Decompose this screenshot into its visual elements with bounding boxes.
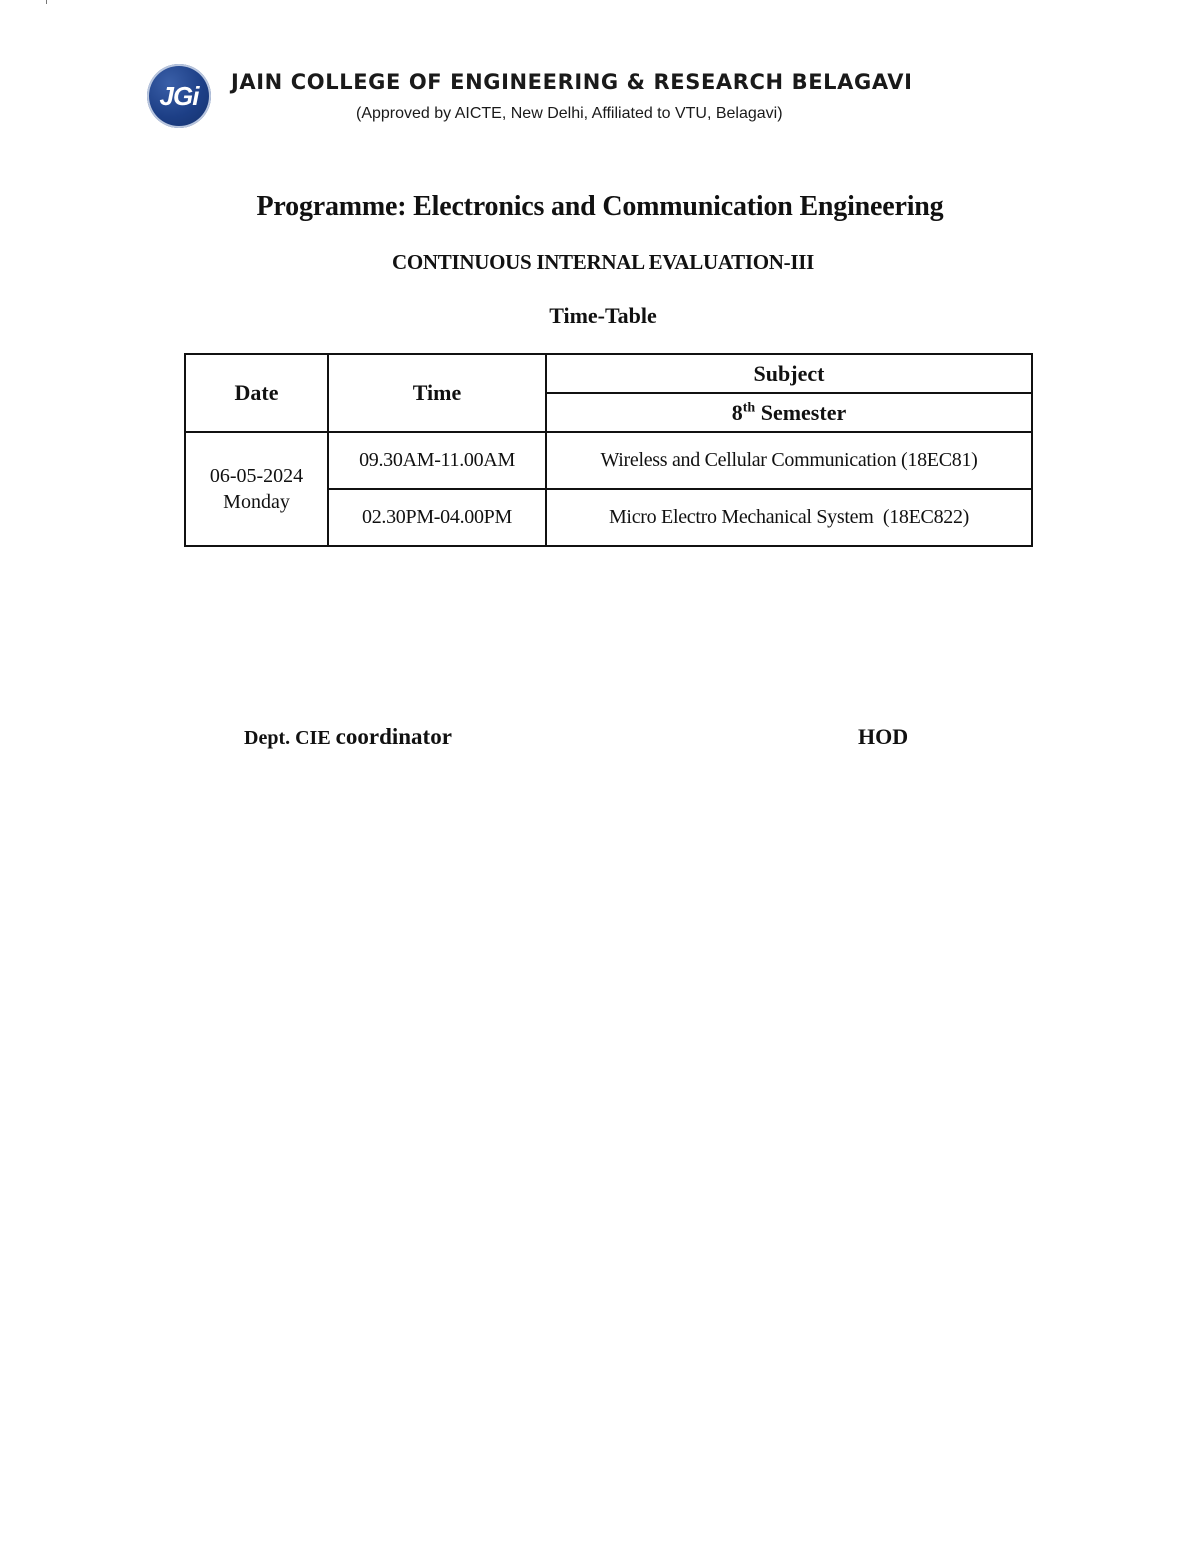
page-corner-mark bbox=[46, 0, 47, 4]
table-header-row bbox=[185, 354, 1032, 393]
time-cell: 02.30PM-04.00PM bbox=[328, 489, 546, 546]
college-approval: (Approved by AICTE, New Delhi, Affiliated to VTU, Belagavi) bbox=[356, 105, 783, 122]
semester-header bbox=[546, 393, 1032, 432]
college-name: JAIN COLLEGE OF ENGINEERING & RESEARCH BELAGAVI bbox=[231, 70, 913, 94]
evaluation-title: CONTINUOUS INTERNAL EVALUATION-III bbox=[392, 250, 814, 274]
subject-cell: Micro Electro Mechanical System (18EC822) bbox=[546, 489, 1032, 546]
timetable bbox=[184, 353, 1033, 547]
table-row bbox=[185, 432, 1032, 489]
semester-suffix: th bbox=[742, 400, 756, 416]
semester-number: 8 bbox=[731, 399, 743, 425]
hod-signature: HOD bbox=[858, 724, 909, 749]
exam-date: 06-05-2024 bbox=[209, 465, 304, 487]
date-cell bbox=[185, 432, 328, 546]
semester-label: Semester bbox=[755, 399, 847, 425]
subject-cell: Wireless and Cellular Communication (18EC81) bbox=[546, 432, 1032, 489]
signature-title: coordinator bbox=[335, 724, 452, 749]
time-cell: 09.30AM-11.00AM bbox=[328, 432, 546, 489]
cie-coordinator-signature bbox=[244, 724, 452, 750]
exam-day: Monday bbox=[223, 491, 290, 513]
programme-title: Programme: Electronics and Communication Engineering bbox=[256, 191, 944, 222]
subject-header: Subject bbox=[546, 354, 1032, 393]
date-header: Date bbox=[185, 354, 328, 432]
college-logo bbox=[147, 64, 211, 128]
timetable-title: Time-Table bbox=[549, 303, 657, 328]
time-header: Time bbox=[328, 354, 546, 432]
signature-prefix: Dept. CIE bbox=[244, 727, 336, 749]
logo-text: JGi bbox=[159, 80, 199, 111]
